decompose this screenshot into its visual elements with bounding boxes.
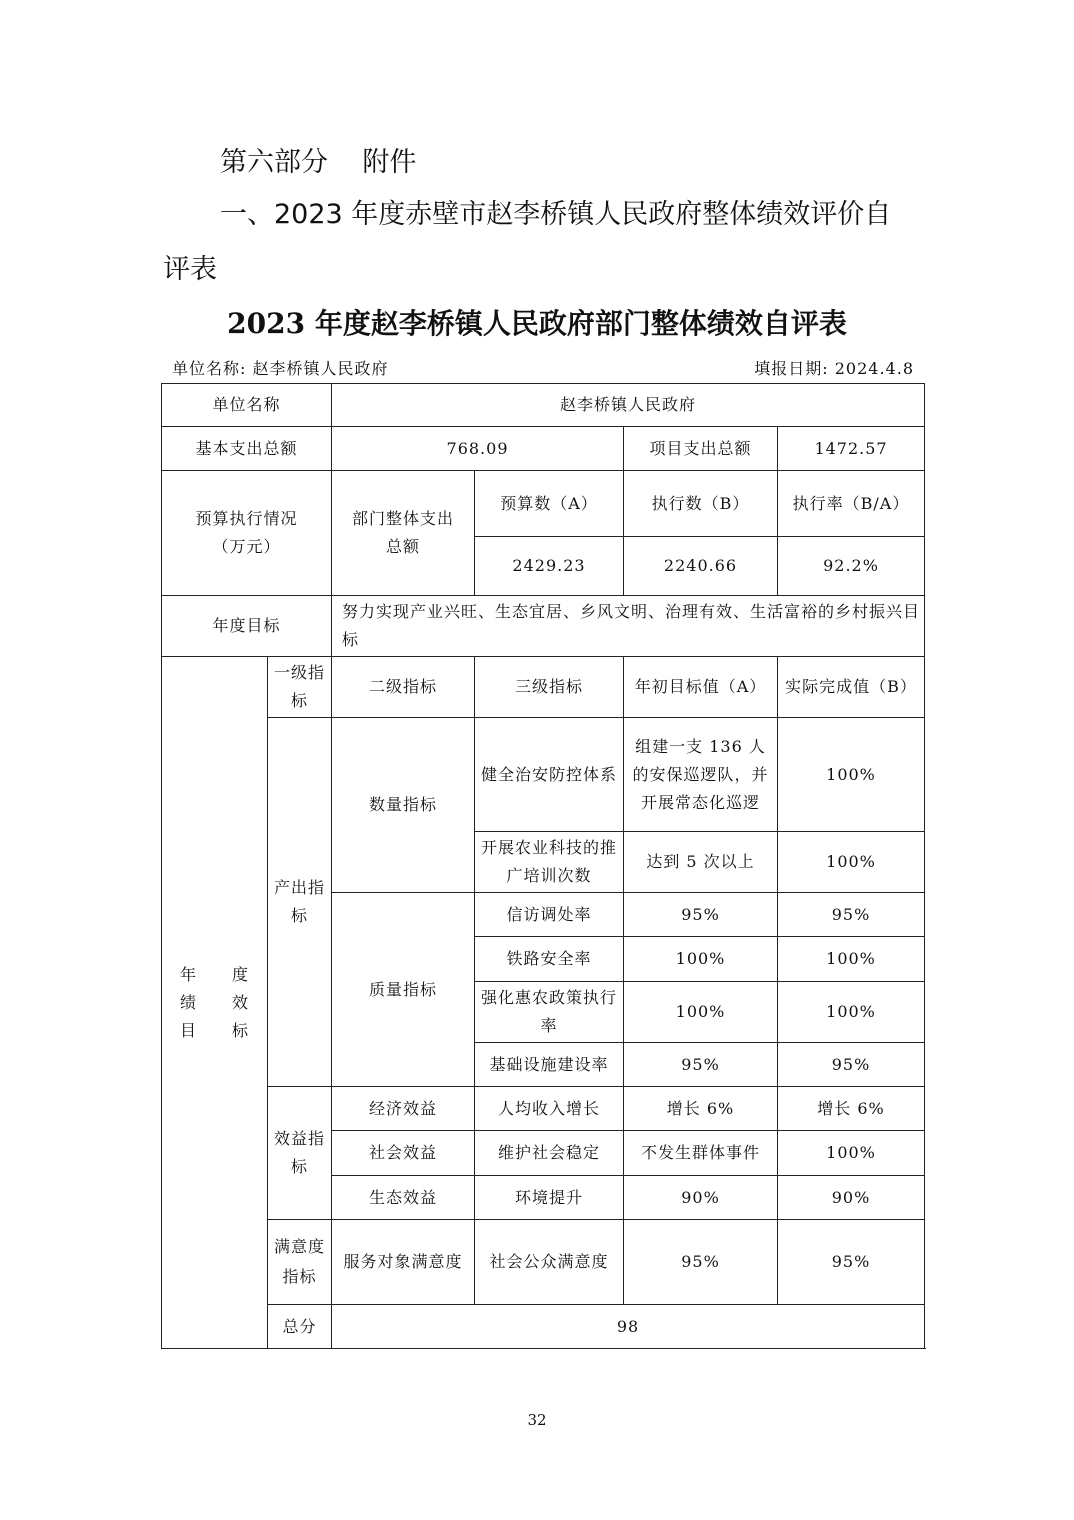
- basic-expense-value: 768.09: [332, 427, 624, 471]
- l2-cell: 经济效益: [332, 1087, 475, 1131]
- exec-b-label: 执行数（B）: [624, 471, 778, 537]
- total-score-label: 总分: [268, 1305, 332, 1349]
- actual-cell: 增长 6%: [778, 1087, 925, 1131]
- quantity-indicator-label: 数量指标: [332, 718, 475, 893]
- table-row: [162, 427, 925, 471]
- target-cell: 达到 5 次以上: [624, 832, 778, 893]
- benefit-indicator-label: 效益指标: [268, 1087, 332, 1220]
- actual-cell: 100%: [778, 718, 925, 832]
- actual-cell: 95%: [778, 1043, 925, 1087]
- target-cell: 90%: [624, 1176, 778, 1220]
- actual-cell: 95%: [778, 1220, 925, 1305]
- rate-value: 92.2%: [778, 537, 925, 596]
- l3-cell: 环境提升: [475, 1176, 624, 1220]
- satisfaction-indicator-label: 满意度指标: [268, 1220, 332, 1305]
- l2-cell: 社会效益: [332, 1131, 475, 1176]
- l3-cell: 强化惠农政策执行率: [475, 982, 624, 1043]
- l3-cell: 基础设施建设率: [475, 1043, 624, 1087]
- unit-name-label: 单位名称: [162, 384, 332, 427]
- table-row: [162, 1087, 925, 1131]
- sub-heading-line1: 一、2023 年度赤壁市赵李桥镇人民政府整体绩效评价自: [220, 199, 892, 230]
- section-heading: 第六部分 附件: [220, 147, 417, 178]
- actual-cell: 100%: [778, 937, 925, 982]
- perf-label-row1: 年 度: [180, 964, 249, 984]
- budget-label-line1: 预算执行情况: [195, 509, 298, 528]
- target-cell: 增长 6%: [624, 1087, 778, 1131]
- budget-a-value: 2429.23: [475, 537, 624, 596]
- dept-total-line2: 总额: [386, 537, 421, 556]
- col-level1-header: 一级指标: [268, 657, 332, 718]
- l2-cell: 生态效益: [332, 1176, 475, 1220]
- exec-b-value: 2240.66: [624, 537, 778, 596]
- target-cell: 不发生群体事件: [624, 1131, 778, 1176]
- target-cell: 95%: [624, 1043, 778, 1087]
- col-actual-header: 实际完成值（B）: [778, 657, 925, 718]
- budget-execution-label: [162, 471, 332, 596]
- l3-cell: 铁路安全率: [475, 937, 624, 982]
- annual-goal-label: 年度目标: [162, 596, 332, 657]
- basic-expense-label: 基本支出总额: [162, 427, 332, 471]
- col-target-header: 年初目标值（A）: [624, 657, 778, 718]
- unit-meta: 单位名称: 赵李桥镇人民政府: [172, 359, 389, 378]
- actual-cell: 100%: [778, 1131, 925, 1176]
- l2-cell: 服务对象满意度: [332, 1220, 475, 1305]
- table-row: [162, 657, 925, 718]
- l3-cell: 健全治安防控体系: [475, 718, 624, 832]
- perf-label-row3: 目 标: [180, 1020, 249, 1040]
- table-row: [162, 471, 925, 537]
- quality-indicator-label: 质量指标: [332, 893, 475, 1087]
- table-row: [162, 384, 925, 427]
- l3-cell: 信访调处率: [475, 893, 624, 937]
- target-cell: 95%: [624, 893, 778, 937]
- date-meta: 填报日期: 2024.4.8: [754, 359, 914, 378]
- col-level2-header: 二级指标: [332, 657, 475, 718]
- project-expense-label: 项目支出总额: [624, 427, 778, 471]
- table-row: [162, 1305, 925, 1349]
- perf-label-row2: 绩 效: [180, 992, 249, 1012]
- l3-cell: 社会公众满意度: [475, 1220, 624, 1305]
- project-expense-value: 1472.57: [778, 427, 925, 471]
- actual-cell: 100%: [778, 832, 925, 893]
- total-score-value: 98: [332, 1305, 925, 1349]
- l3-cell: 维护社会稳定: [475, 1131, 624, 1176]
- self-evaluation-table: [161, 383, 925, 1349]
- unit-name-value: 赵李桥镇人民政府: [332, 384, 925, 427]
- actual-cell: 90%: [778, 1176, 925, 1220]
- output-indicator-label: 产出指标: [268, 718, 332, 1087]
- target-cell: 100%: [624, 937, 778, 982]
- budget-a-label: 预算数（A）: [475, 471, 624, 537]
- table-row: [162, 718, 925, 832]
- budget-label-line2: （万元）: [212, 537, 281, 556]
- actual-cell: 100%: [778, 982, 925, 1043]
- table-row: [162, 1220, 925, 1305]
- actual-cell: 95%: [778, 893, 925, 937]
- col-level3-header: 三级指标: [475, 657, 624, 718]
- dept-total-line1: 部门整体支出: [352, 509, 455, 528]
- l3-cell: 人均收入增长: [475, 1087, 624, 1131]
- table-row: [162, 596, 925, 657]
- table-title: 2023 年度赵李桥镇人民政府部门整体绩效自评表: [227, 307, 847, 340]
- dept-total-label: [332, 471, 475, 596]
- sub-heading-line2: 评表: [163, 254, 217, 285]
- target-cell: 100%: [624, 982, 778, 1043]
- annual-goal-value: 努力实现产业兴旺、生态宜居、乡风文明、治理有效、生活富裕的乡村振兴目标: [332, 596, 925, 657]
- target-cell: 95%: [624, 1220, 778, 1305]
- target-cell: 组建一支 136 人的安保巡逻队，并开展常态化巡逻: [624, 718, 778, 832]
- rate-label: 执行率（B/A）: [778, 471, 925, 537]
- l3-cell: 开展农业科技的推广培训次数: [475, 832, 624, 893]
- performance-target-label: [162, 657, 268, 1349]
- page-number: 32: [527, 1411, 547, 1429]
